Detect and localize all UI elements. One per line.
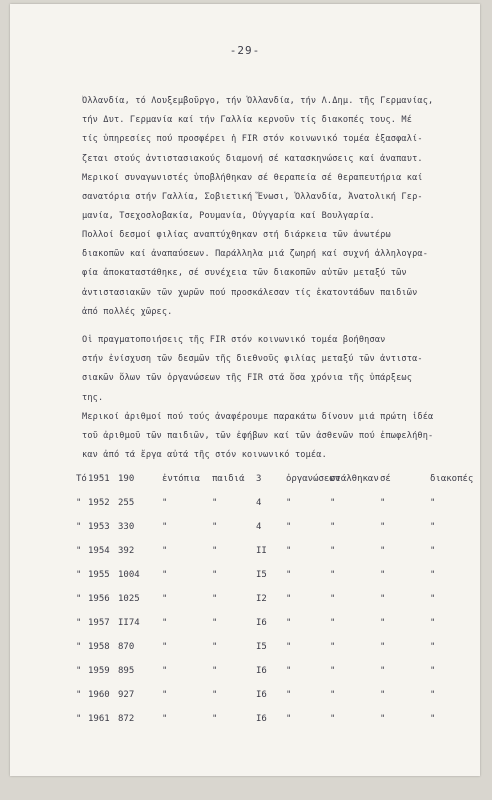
- children-count-cell: 255: [118, 498, 135, 508]
- year-cell: 1958: [88, 642, 110, 652]
- paragraph-line: Οἱ πραγματοποιήσεις τῆς FIR στόν κοινωνικό τομέα βοήθησαν: [82, 335, 386, 345]
- paragraph-line: διακοπῶν καί ἀναπαύσεων. Παράλληλα μιά ζωηρή καί συχνή ἀλληλογρα-: [82, 249, 429, 260]
- ditto-mark: ": [380, 522, 386, 532]
- ditto-mark: ": [212, 522, 218, 532]
- ditto-mark: ": [380, 594, 386, 604]
- ditto-mark: ": [76, 690, 82, 700]
- ditto-mark: ": [162, 666, 168, 676]
- paragraph-line: Ὁλλανδία, τό Λουξεμβοῦργο, τήν Ὁλλανδία, τήν Λ.Δημ. τῆς Γερμανίας,: [82, 96, 434, 106]
- year-cell: 1956: [88, 594, 110, 604]
- ditto-mark: ": [430, 522, 436, 532]
- year-cell: 1961: [88, 714, 110, 724]
- ditto-mark: ": [286, 546, 292, 556]
- ditto-mark: ": [380, 570, 386, 580]
- ditto-mark: ": [212, 546, 218, 556]
- ditto-mark: ": [380, 666, 386, 676]
- ditto-mark: ": [330, 498, 336, 508]
- ditto-mark: ": [212, 498, 218, 508]
- paragraph-line: τήν Δυτ. Γερμανία καί τήν Γαλλία κερνοῦν τίς διακοπές τους. Μέ: [82, 115, 413, 126]
- ditto-mark: ": [212, 618, 218, 628]
- ditto-mark: ": [212, 690, 218, 700]
- ditto-mark: ": [430, 666, 436, 676]
- ditto-mark: ": [76, 642, 82, 652]
- text-cell: ὀργανώσεων: [286, 474, 341, 484]
- ditto-mark: ": [380, 498, 386, 508]
- ditto-mark: ": [430, 498, 436, 508]
- year-cell: 1954: [88, 546, 110, 556]
- organizations-count-cell: 3: [256, 474, 262, 484]
- organizations-count-cell: 4: [256, 498, 262, 508]
- ditto-mark: ": [76, 570, 82, 580]
- ditto-mark: ": [212, 594, 218, 604]
- year-cell: 1957: [88, 618, 110, 628]
- ditto-mark: ": [212, 642, 218, 652]
- text-cell: στάλθηκαν: [330, 474, 379, 484]
- ditto-mark: ": [330, 546, 336, 556]
- text-cell: σέ: [380, 474, 391, 484]
- page-number: -29-: [229, 44, 261, 57]
- organizations-count-cell: 4: [256, 522, 262, 532]
- year-cell: 1951: [88, 474, 110, 484]
- ditto-mark: ": [162, 522, 168, 532]
- ditto-mark: ": [330, 666, 336, 676]
- paragraph-line: Πολλοί δεσμοί φιλίας αναπτύχθηκαν στή διάρκεια τῶν ἀνωτέρω: [82, 230, 391, 240]
- children-count-cell: 190: [118, 474, 135, 484]
- ditto-mark: ": [430, 546, 436, 556]
- organizations-count-cell: I6: [256, 690, 267, 700]
- text-cell: παιδιά: [212, 474, 245, 484]
- ditto-mark: ": [430, 618, 436, 628]
- ditto-mark: ": [162, 618, 168, 628]
- paragraph-4: [82, 408, 470, 466]
- paragraph-line: τίς ὑπηρεσίες πού προσφέρει ἡ FIR στόν κοινωνικό τομέα ἐξασφαλί-: [82, 134, 423, 145]
- paragraph-line: φία ἀποκαταστάθηκε, σέ συνέχεια τῶν διακοπῶν αὐτῶν μεταξύ τῶν: [82, 268, 407, 279]
- ditto-mark: ": [330, 522, 336, 532]
- paragraph-line: τοῦ ἀριθμοῦ τῶν παιδιῶν, τῶν ἐφήβων καί τῶν ἀσθενῶν πού ἐπωφελήθη-: [82, 431, 434, 442]
- paragraph-line: ἀπό πολλές χῶρες.: [82, 306, 173, 317]
- ditto-mark: ": [430, 594, 436, 604]
- year-cell: 1959: [88, 666, 110, 676]
- children-count-cell: 872: [118, 714, 135, 724]
- ditto-mark: ": [286, 714, 292, 724]
- year-cell: 1953: [88, 522, 110, 532]
- children-count-cell: 1025: [118, 594, 140, 604]
- paragraph-line: καν ἀπό τά ἔργα αὐτά τῆς στόν κοινωνικό τομέα.: [82, 450, 327, 461]
- paragraph-2: [82, 226, 470, 322]
- ditto-mark: ": [286, 666, 292, 676]
- ditto-mark: ": [162, 546, 168, 556]
- paragraph-line: της.: [82, 392, 104, 403]
- ditto-mark: ": [76, 522, 82, 532]
- ditto-mark: ": [162, 690, 168, 700]
- ditto-mark: ": [286, 618, 292, 628]
- paragraph-3: [82, 331, 470, 408]
- text-cell: ἐντόπια: [162, 474, 200, 484]
- paragraph-line: ἀντιστασιακῶν τῶν χωρῶν πού προσκάλεσαν τίς ἑκατοντάδων παιδιῶν: [82, 287, 418, 298]
- ditto-mark: ": [286, 570, 292, 580]
- ditto-mark: ": [430, 570, 436, 580]
- ditto-mark: ": [286, 522, 292, 532]
- ditto-mark: ": [212, 714, 218, 724]
- ditto-mark: ": [162, 642, 168, 652]
- ditto-mark: ": [286, 498, 292, 508]
- ditto-mark: ": [430, 642, 436, 652]
- children-count-cell: 870: [118, 642, 135, 652]
- ditto-mark: ": [76, 666, 82, 676]
- children-count-cell: 927: [118, 690, 135, 700]
- year-cell: 1952: [88, 498, 110, 508]
- year-cell: 1960: [88, 690, 110, 700]
- ditto-mark: ": [162, 570, 168, 580]
- organizations-count-cell: II: [256, 546, 267, 556]
- paragraph-line: μανία, Τσεχοσλοβακία, Ρουμανία, Οὐγγαρία καί Βουλγαρία.: [82, 211, 375, 222]
- ditto-mark: ": [430, 714, 436, 724]
- ditto-mark: ": [286, 690, 292, 700]
- children-count-cell: 330: [118, 522, 135, 532]
- organizations-count-cell: I6: [256, 666, 267, 676]
- ditto-mark: ": [212, 570, 218, 580]
- children-count-cell: II74: [118, 618, 140, 628]
- paragraph-line: Μερικοί ἀριθμοί πού τούς ἀναφέρουμε παρακάτω δίνουν μιά πρώτη ἰδέα: [82, 412, 434, 422]
- ditto-mark: ": [330, 618, 336, 628]
- ditto-mark: ": [76, 498, 82, 508]
- organizations-count-cell: I2: [256, 594, 267, 604]
- ditto-mark: ": [76, 618, 82, 628]
- ditto-mark: ": [212, 666, 218, 676]
- ditto-mark: ": [330, 690, 336, 700]
- row-prefix: Τό: [76, 474, 87, 484]
- organizations-count-cell: I5: [256, 642, 267, 652]
- ditto-mark: ": [380, 642, 386, 652]
- ditto-mark: ": [380, 618, 386, 628]
- ditto-mark: ": [380, 546, 386, 556]
- organizations-count-cell: I6: [256, 714, 267, 724]
- organizations-count-cell: I5: [256, 570, 267, 580]
- ditto-mark: ": [162, 594, 168, 604]
- text-cell: διακοπές: [430, 474, 474, 484]
- paragraph-line: σιακῶν ὅλων τῶν ὀργανώσεων τῆς FIR στά ὅσα χρόνια τῆς ὑπάρξεως: [82, 373, 413, 384]
- children-count-cell: 895: [118, 666, 135, 676]
- ditto-mark: ": [286, 594, 292, 604]
- ditto-mark: ": [380, 714, 386, 724]
- ditto-mark: ": [330, 714, 336, 724]
- year-cell: 1955: [88, 570, 110, 580]
- ditto-mark: ": [430, 690, 436, 700]
- ditto-mark: ": [330, 642, 336, 652]
- ditto-mark: ": [76, 594, 82, 604]
- ditto-mark: ": [330, 570, 336, 580]
- children-count-cell: 392: [118, 546, 135, 556]
- paragraph-line: ζεται στούς ἀντιστασιακούς διαμονή σέ κατασκηνώσεις καί ἀναπαυτ.: [82, 153, 423, 164]
- paragraph-line: Μερικοί συναγωνιστές ὑποβλήθηκαν σέ θεραπεία σέ θεραπευτήρια καί: [82, 172, 423, 183]
- ditto-mark: ": [76, 546, 82, 556]
- ditto-mark: ": [162, 714, 168, 724]
- paragraph-1: [82, 92, 470, 226]
- ditto-mark: ": [162, 498, 168, 508]
- ditto-mark: ": [380, 690, 386, 700]
- paragraph-line: σανατόρια στήν Γαλλία, Σοβιετική Ἕνωσι, Ὁλλανδία, Ἀνατολική Γερ-: [82, 192, 423, 203]
- ditto-mark: ": [286, 642, 292, 652]
- children-count-cell: 1004: [118, 570, 140, 580]
- ditto-mark: ": [330, 594, 336, 604]
- organizations-count-cell: I6: [256, 618, 267, 628]
- document-page: [10, 4, 480, 776]
- ditto-mark: ": [76, 714, 82, 724]
- paragraph-line: στήν ἐνίσχυση τῶν δεσμῶν τῆς διεθνοῦς φιλίας μεταξύ τῶν ἀντιστα-: [82, 354, 423, 365]
